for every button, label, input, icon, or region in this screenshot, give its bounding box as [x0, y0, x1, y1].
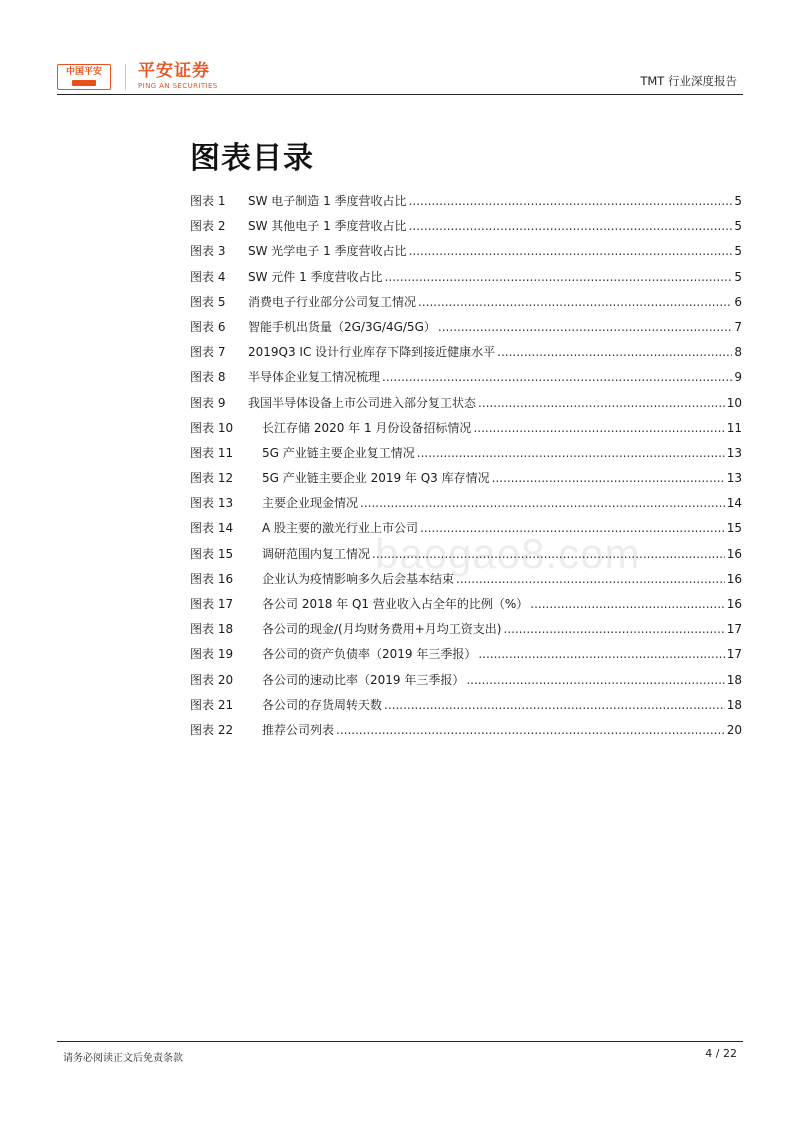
- toc-page-number: 17: [726, 647, 742, 662]
- toc-figure-title: 我国半导体设备上市公司进入部分复工状态: [248, 395, 477, 410]
- toc-figure-title: 半导体企业复工情况梳理: [248, 370, 381, 385]
- toc-figure-number: 图表 10: [190, 420, 234, 435]
- toc-leader-dots: [409, 244, 733, 258]
- logo-divider: [125, 64, 126, 90]
- toc-page-number: 5: [734, 219, 742, 234]
- toc-figure-number: 图表 6: [190, 319, 226, 334]
- toc-figure-title: SW 其他电子 1 季度营收占比: [248, 219, 407, 234]
- toc-figure-title: 推荐公司列表: [262, 722, 335, 737]
- toc-entry[interactable]: [190, 595, 742, 620]
- toc-figure-number: 图表 14: [190, 521, 234, 536]
- toc-page-number: 17: [726, 622, 742, 637]
- toc-leader-dots: [382, 370, 732, 384]
- report-type: TMT 行业深度报告: [640, 74, 737, 88]
- toc-entry[interactable]: [190, 419, 742, 444]
- toc-entry[interactable]: [190, 494, 742, 519]
- footer-divider: [57, 1041, 743, 1042]
- toc-figure-number: 图表 21: [190, 697, 234, 712]
- toc-page-number: 13: [726, 445, 742, 460]
- toc-figure-title: 主要企业现金情况: [262, 496, 359, 511]
- toc-figure-title: 2019Q3 IC 设计行业库存下降到接近健康水平: [248, 345, 496, 360]
- toc-entry[interactable]: [190, 394, 742, 419]
- toc-leader-dots: [385, 270, 733, 284]
- toc-entry[interactable]: [190, 645, 742, 670]
- toc-figure-title: 各公司的资产负债率（2019 年三季报）: [262, 647, 477, 662]
- toc-entry[interactable]: [190, 268, 742, 293]
- toc-page-number: 10: [726, 395, 742, 410]
- toc-page-number: 13: [726, 471, 742, 486]
- toc-figure-number: 图表 5: [190, 294, 226, 309]
- toc-entry[interactable]: [190, 318, 742, 343]
- toc-leader-dots: [473, 421, 724, 435]
- toc-entry[interactable]: [190, 343, 742, 368]
- toc-figure-title: 各公司的速动比率（2019 年三季报）: [262, 672, 465, 687]
- toc-figure-title: 企业认为疫情影响多久后会基本结束: [262, 571, 455, 586]
- toc-figure-number: 图表 15: [190, 546, 234, 561]
- toc-entry[interactable]: [190, 368, 742, 393]
- toc-entry[interactable]: [190, 671, 742, 696]
- toc-leader-dots: [466, 673, 724, 687]
- toc-figure-title: 各公司 2018 年 Q1 营业收入占全年的比例（%）: [262, 597, 529, 611]
- toc-leader-dots: [492, 471, 725, 485]
- toc-figure-number: 图表 12: [190, 471, 234, 486]
- toc-figure-number: 图表 18: [190, 622, 234, 637]
- toc-figure-number: 图表 9: [190, 395, 226, 410]
- toc-page-number: 9: [734, 370, 742, 385]
- toc-figure-number: 图表 2: [190, 219, 226, 234]
- toc-entry[interactable]: [190, 217, 742, 242]
- toc-leader-dots: [336, 723, 725, 737]
- toc-page-number: 6: [734, 294, 742, 309]
- toc-page-number: 14: [726, 496, 742, 511]
- watermark: baogao8.com: [375, 530, 641, 577]
- toc-figure-title: A 股主要的激光行业上市公司: [262, 521, 419, 536]
- toc-page-number: 18: [726, 697, 742, 712]
- header-divider: [57, 94, 743, 95]
- brand-name-en: PING AN SECURITIES: [138, 82, 218, 90]
- toc-figure-number: 图表 3: [190, 244, 226, 259]
- toc-leader-dots: [478, 647, 724, 661]
- ping-an-badge: [57, 64, 111, 90]
- toc-leader-dots: [417, 446, 725, 460]
- badge-name: 中国平安: [65, 67, 102, 77]
- toc-page-number: 5: [734, 269, 742, 284]
- toc-figure-title: 5G 产业链主要企业复工情况: [262, 445, 415, 460]
- toc-leader-dots: [530, 597, 724, 611]
- toc-page-number: 16: [726, 597, 742, 611]
- toc-figure-title: 5G 产业链主要企业 2019 年 Q3 库存情况: [262, 471, 490, 486]
- toc-page-number: 15: [726, 521, 742, 536]
- toc-figure-number: 图表 11: [190, 445, 234, 460]
- page-indicator: 4 / 22: [705, 1047, 737, 1060]
- toc-figure-number: 图表 22: [190, 722, 234, 737]
- toc-leader-dots: [503, 622, 724, 636]
- toc-leader-dots: [384, 698, 725, 712]
- company-logo: [57, 62, 218, 91]
- toc-figure-number: 图表 1: [190, 194, 226, 208]
- figure-list: [190, 192, 742, 746]
- toc-leader-dots: [409, 194, 733, 208]
- toc-figure-number: 图表 4: [190, 269, 226, 284]
- toc-leader-dots: [360, 496, 725, 510]
- toc-leader-dots: [418, 295, 732, 309]
- toc-leader-dots: [438, 320, 732, 334]
- disclaimer-note: 请务必阅读正文后免责条款: [63, 1053, 183, 1064]
- brand-name-cn: 平安证券: [138, 61, 210, 81]
- badge-stripe: [72, 80, 96, 86]
- toc-figure-number: 图表 17: [190, 597, 234, 611]
- toc-entry[interactable]: [190, 444, 742, 469]
- toc-entry[interactable]: [190, 293, 742, 318]
- toc-figure-title: SW 元件 1 季度营收占比: [248, 269, 383, 284]
- toc-entry[interactable]: [190, 696, 742, 721]
- toc-entry[interactable]: [190, 721, 742, 746]
- toc-page-number: 16: [726, 546, 742, 561]
- toc-figure-title: 长江存储 2020 年 1 月份设备招标情况: [262, 420, 472, 435]
- toc-page-number: 11: [726, 420, 742, 435]
- toc-figure-title: SW 光学电子 1 季度营收占比: [248, 244, 407, 259]
- toc-figure-number: 图表 20: [190, 672, 234, 687]
- toc-figure-number: 图表 8: [190, 370, 226, 385]
- page-header: [0, 0, 800, 96]
- toc-page-number: 5: [734, 194, 742, 208]
- toc-figure-title: 调研范围内复工情况: [262, 546, 371, 561]
- toc-page-number: 16: [726, 571, 742, 586]
- toc-entry[interactable]: [190, 192, 742, 217]
- toc-leader-dots: [497, 345, 732, 359]
- toc-figure-title: 各公司的存货周转天数: [262, 697, 383, 712]
- toc-page-number: 8: [734, 345, 742, 360]
- toc-figure-number: 图表 16: [190, 571, 234, 586]
- toc-page-number: 5: [734, 244, 742, 259]
- toc-figure-title: 消费电子行业部分公司复工情况: [248, 294, 417, 309]
- toc-figure-number: 图表 7: [190, 345, 226, 360]
- toc-entry[interactable]: [190, 242, 742, 267]
- brand-wordmark: [138, 62, 218, 91]
- toc-page-number: 18: [726, 672, 742, 687]
- toc-figure-title: 各公司的现金/(月均财务费用+月均工资支出): [262, 622, 502, 637]
- page-title: 图表目录: [190, 141, 314, 176]
- toc-leader-dots: [409, 219, 733, 233]
- toc-figure-title: SW 电子制造 1 季度营收占比: [248, 194, 407, 208]
- toc-leader-dots: [478, 396, 725, 410]
- toc-page-number: 7: [734, 319, 742, 334]
- toc-figure-title: 智能手机出货量（2G/3G/4G/5G）: [248, 319, 436, 334]
- toc-entry[interactable]: [190, 620, 742, 645]
- toc-page-number: 20: [726, 722, 742, 737]
- toc-figure-number: 图表 13: [190, 496, 234, 511]
- toc-figure-number: 图表 19: [190, 647, 234, 662]
- toc-entry[interactable]: [190, 469, 742, 494]
